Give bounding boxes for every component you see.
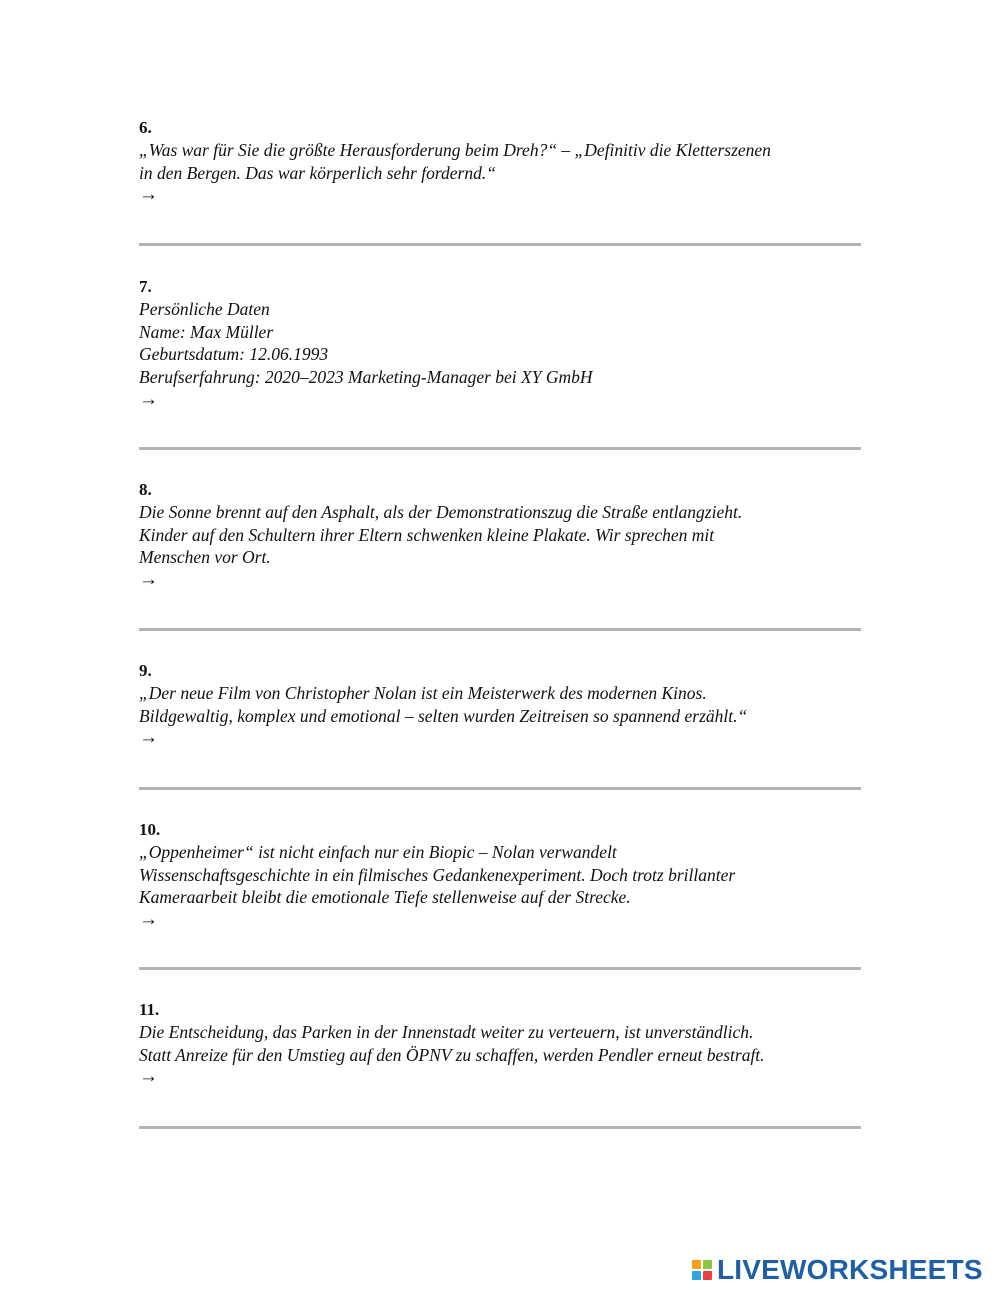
exercise-number: 8.	[139, 480, 152, 499]
exercise-number: 11.	[139, 1000, 160, 1019]
arrow-icon: →	[139, 1066, 158, 1088]
exercise-text-line: Kameraarbeit bleibt die emotionale Tiefe stellenweise auf der Strecke.	[139, 887, 631, 908]
answer-input-line[interactable]	[139, 787, 861, 790]
exercise-text-line: in den Bergen. Das war körperlich sehr fordernd.“	[139, 162, 496, 183]
exercise-text-line: Wissenschaftsgeschichte in ein filmisches Gedankenexperiment. Doch trotz brillanter	[139, 864, 736, 885]
arrow-icon: →	[139, 388, 158, 410]
exercise-8	[139, 479, 861, 591]
exercise-text-line: Berufserfahrung: 2020–2023 Marketing-Manager bei XY GmbH	[139, 367, 593, 388]
exercise-number: 7.	[139, 277, 152, 296]
exercise-7	[139, 276, 861, 411]
exercise-text-line: „Der neue Film von Christopher Nolan ist ein Meisterwerk des modernen Kinos.	[139, 683, 707, 703]
logo-text: LIVEWORKSHEETS	[717, 1254, 983, 1285]
answer-input-line[interactable]	[139, 967, 861, 970]
exercise-text-line: „Was war für Sie die größte Herausforderung beim Dreh?“ – „Definitiv die Kletterszenen	[139, 140, 771, 160]
exercise-text-line: Die Sonne brennt auf den Asphalt, als der Demonstrationszug die Straße entlangzieht.	[139, 502, 743, 522]
exercise-text-line: Bildgewaltig, komplex und emotional – selten wurden Zeitreisen so spannend erzählt.“	[139, 705, 748, 726]
answer-input-line[interactable]	[139, 628, 861, 631]
exercise-text-line: Geburtsdatum: 12.06.1993	[139, 344, 329, 365]
arrow-icon: →	[139, 727, 158, 749]
logo-squares-icon	[692, 1260, 712, 1280]
exercise-number: 10.	[139, 820, 161, 839]
arrow-icon: →	[139, 569, 158, 591]
liveworksheets-logo	[692, 1256, 983, 1284]
exercise-text-line: Menschen vor Ort.	[139, 547, 271, 568]
exercise-number: 6.	[139, 118, 152, 137]
exercise-text-line: „Oppenheimer“ ist nicht einfach nur ein Biopic – Nolan verwandelt	[139, 842, 617, 862]
exercise-text-line: Kinder auf den Schultern ihrer Eltern schwenken kleine Plakate. Wir sprechen mit	[139, 524, 715, 545]
exercise-6	[139, 117, 861, 206]
exercise-text-line: Name: Max Müller	[139, 321, 274, 342]
arrow-icon: →	[139, 184, 158, 206]
arrow-icon: →	[139, 909, 158, 931]
exercise-text-line: Persönliche Daten	[139, 299, 270, 319]
exercise-number: 9.	[139, 661, 152, 680]
answer-input-line[interactable]	[139, 243, 861, 246]
exercise-text-line: Die Entscheidung, das Parken in der Innenstadt weiter zu verteuern, ist unverständlich.	[139, 1022, 754, 1042]
answer-input-line[interactable]	[139, 1126, 861, 1129]
exercise-10	[139, 819, 861, 931]
answer-input-line[interactable]	[139, 447, 861, 450]
exercise-11	[139, 999, 861, 1088]
exercise-9	[139, 660, 861, 749]
exercise-text-line: Statt Anreize für den Umstieg auf den ÖPNV zu schaffen, werden Pendler erneut bestraft.	[139, 1044, 765, 1065]
